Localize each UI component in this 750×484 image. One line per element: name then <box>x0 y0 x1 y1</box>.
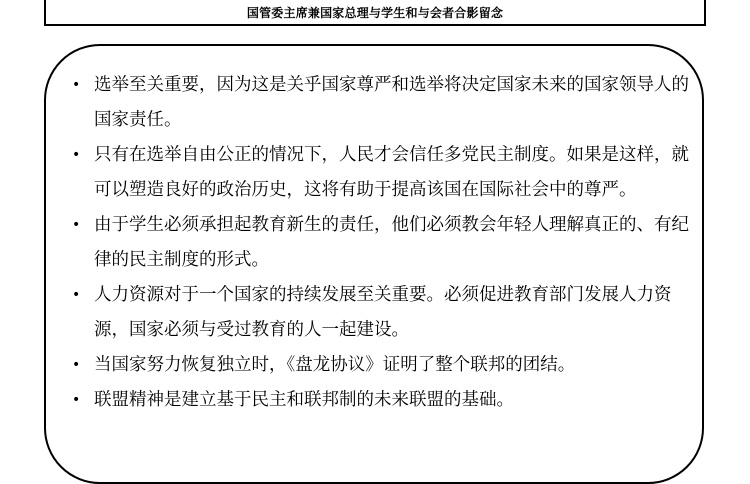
bullet-text: 选举至关重要，因为这是关乎国家尊严和选举将决定国家未来的国家领导人的国家责任。 <box>94 75 689 130</box>
bullet-item <box>72 383 692 418</box>
bullet-item <box>72 208 692 278</box>
photo-caption: 国管委主席兼国家总理与学生和与会者合影留念 <box>246 6 504 20</box>
bullet-icon: • <box>72 217 81 233</box>
bullet-text: 当国家努力恢复独立时，《盘龙协议》证明了整个联邦的团结。 <box>94 355 576 375</box>
photo-caption-box <box>44 0 706 26</box>
bullet-text: 由于学生必须承担起教育新生的责任，他们必须教会年轻人理解真正的、有纪律的民主制度的形式。 <box>94 215 689 270</box>
bullet-item <box>72 278 692 348</box>
bullet-icon: • <box>72 392 81 408</box>
bullet-icon: • <box>72 77 81 93</box>
bullet-text: 人力资源对于一个国家的持续发展至关重要。必须促进教育部门发展人力资源，国家必须与受过教育的人一起建设。 <box>94 285 672 340</box>
bullet-item <box>72 138 692 208</box>
bullet-text: 联盟精神是建立基于民主和联邦制的未来联盟的基础。 <box>94 390 514 410</box>
bullet-icon: • <box>72 357 81 373</box>
bullet-icon: • <box>72 287 81 303</box>
key-points-list <box>72 68 692 418</box>
bullet-item <box>72 68 692 138</box>
bullet-icon: • <box>72 147 81 163</box>
bullet-item <box>72 348 692 383</box>
bullet-text: 只有在选举自由公正的情况下，人民才会信任多党民主制度。如果是这样，就可以塑造良好的政治历史，这将有助于提高该国在国际社会中的尊严。 <box>94 145 689 200</box>
